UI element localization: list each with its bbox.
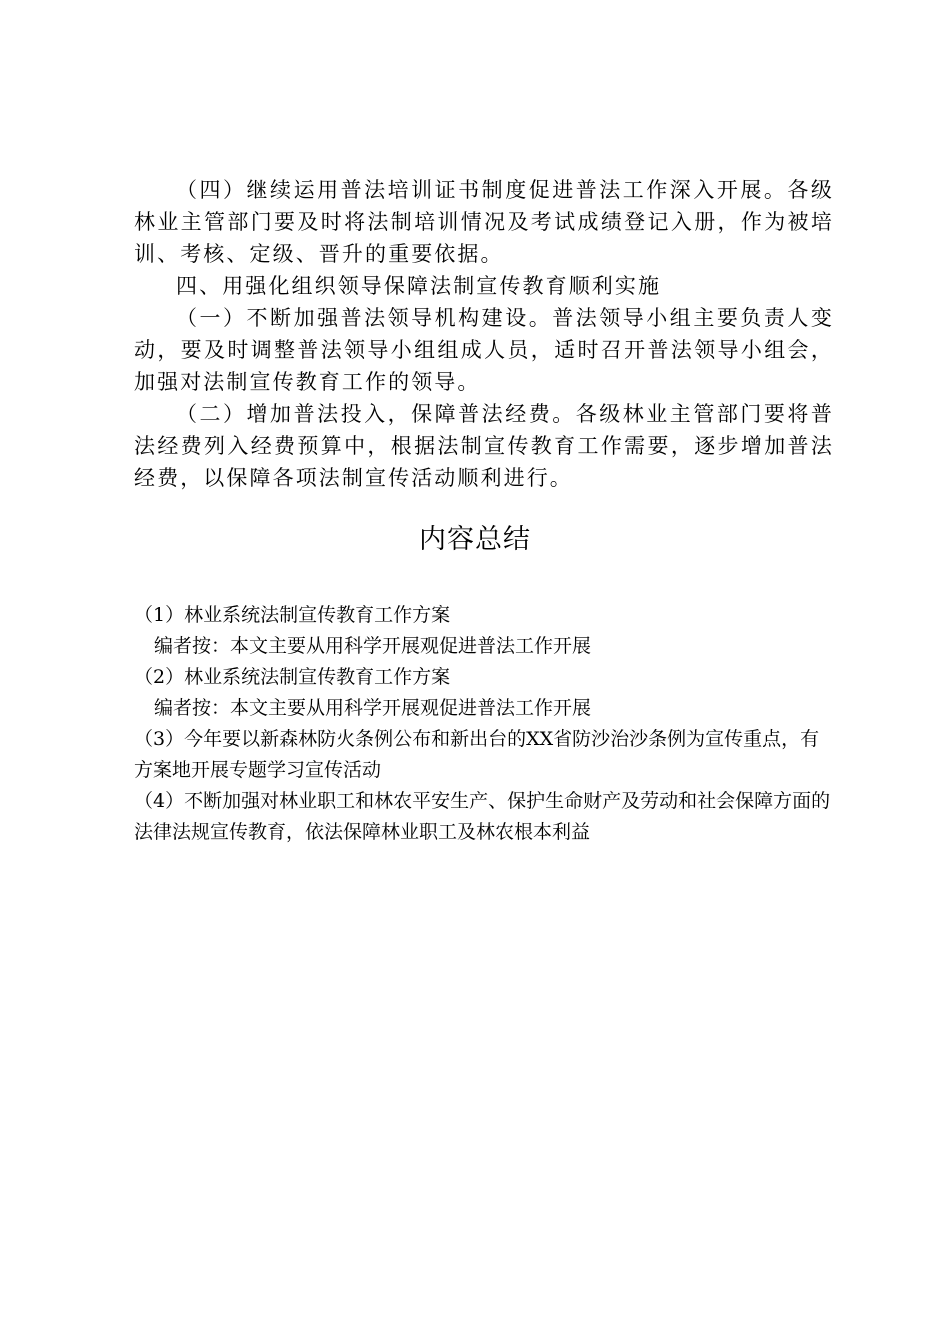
summary-list	[134, 600, 834, 848]
body-paragraph: （一）不断加强普法领导机构建设。普法领导小组主要负责人变动，要及时调整普法领导小组组成人员，适时召开普法领导小组会，加强对法制宣传教育工作的领导。	[134, 306, 834, 394]
summary-editor-note: 编者按：本文主要从用科学开展观促进普法工作开展	[154, 635, 592, 657]
summary-item: （1）林业系统法制宣传教育工作方案	[134, 604, 451, 626]
body-paragraph: （四）继续运用普法培训证书制度促进普法工作深入开展。各级林业主管部门要及时将法制培训情况及考试成绩登记入册，作为被培训、考核、定级、晋升的重要依据。	[134, 178, 834, 266]
summary-item: （4）不断加强对林业职工和林农平安生产、保护生命财产及劳动和社会保障方面的法律法规宣传教育，依法保障林业职工及林农根本利益	[134, 790, 831, 843]
document-body	[134, 174, 834, 494]
summary-item: （3）今年要以新森林防火条例公布和新出台的XX省防沙治沙条例为宣传重点，有方案地开展专题学习宣传活动	[134, 728, 820, 781]
body-paragraph: （二）增加普法投入，保障普法经费。各级林业主管部门要将普法经费列入经费预算中，根据法制宣传教育工作需要，逐步增加普法经费，以保障各项法制宣传活动顺利进行。	[134, 402, 834, 490]
summary-editor-note: 编者按：本文主要从用科学开展观促进普法工作开展	[154, 697, 592, 719]
section-heading: 四、用强化组织领导保障法制宣传教育顺利实施	[176, 274, 662, 298]
summary-item: （2）林业系统法制宣传教育工作方案	[134, 666, 451, 688]
summary-title: 内容总结	[419, 524, 531, 555]
